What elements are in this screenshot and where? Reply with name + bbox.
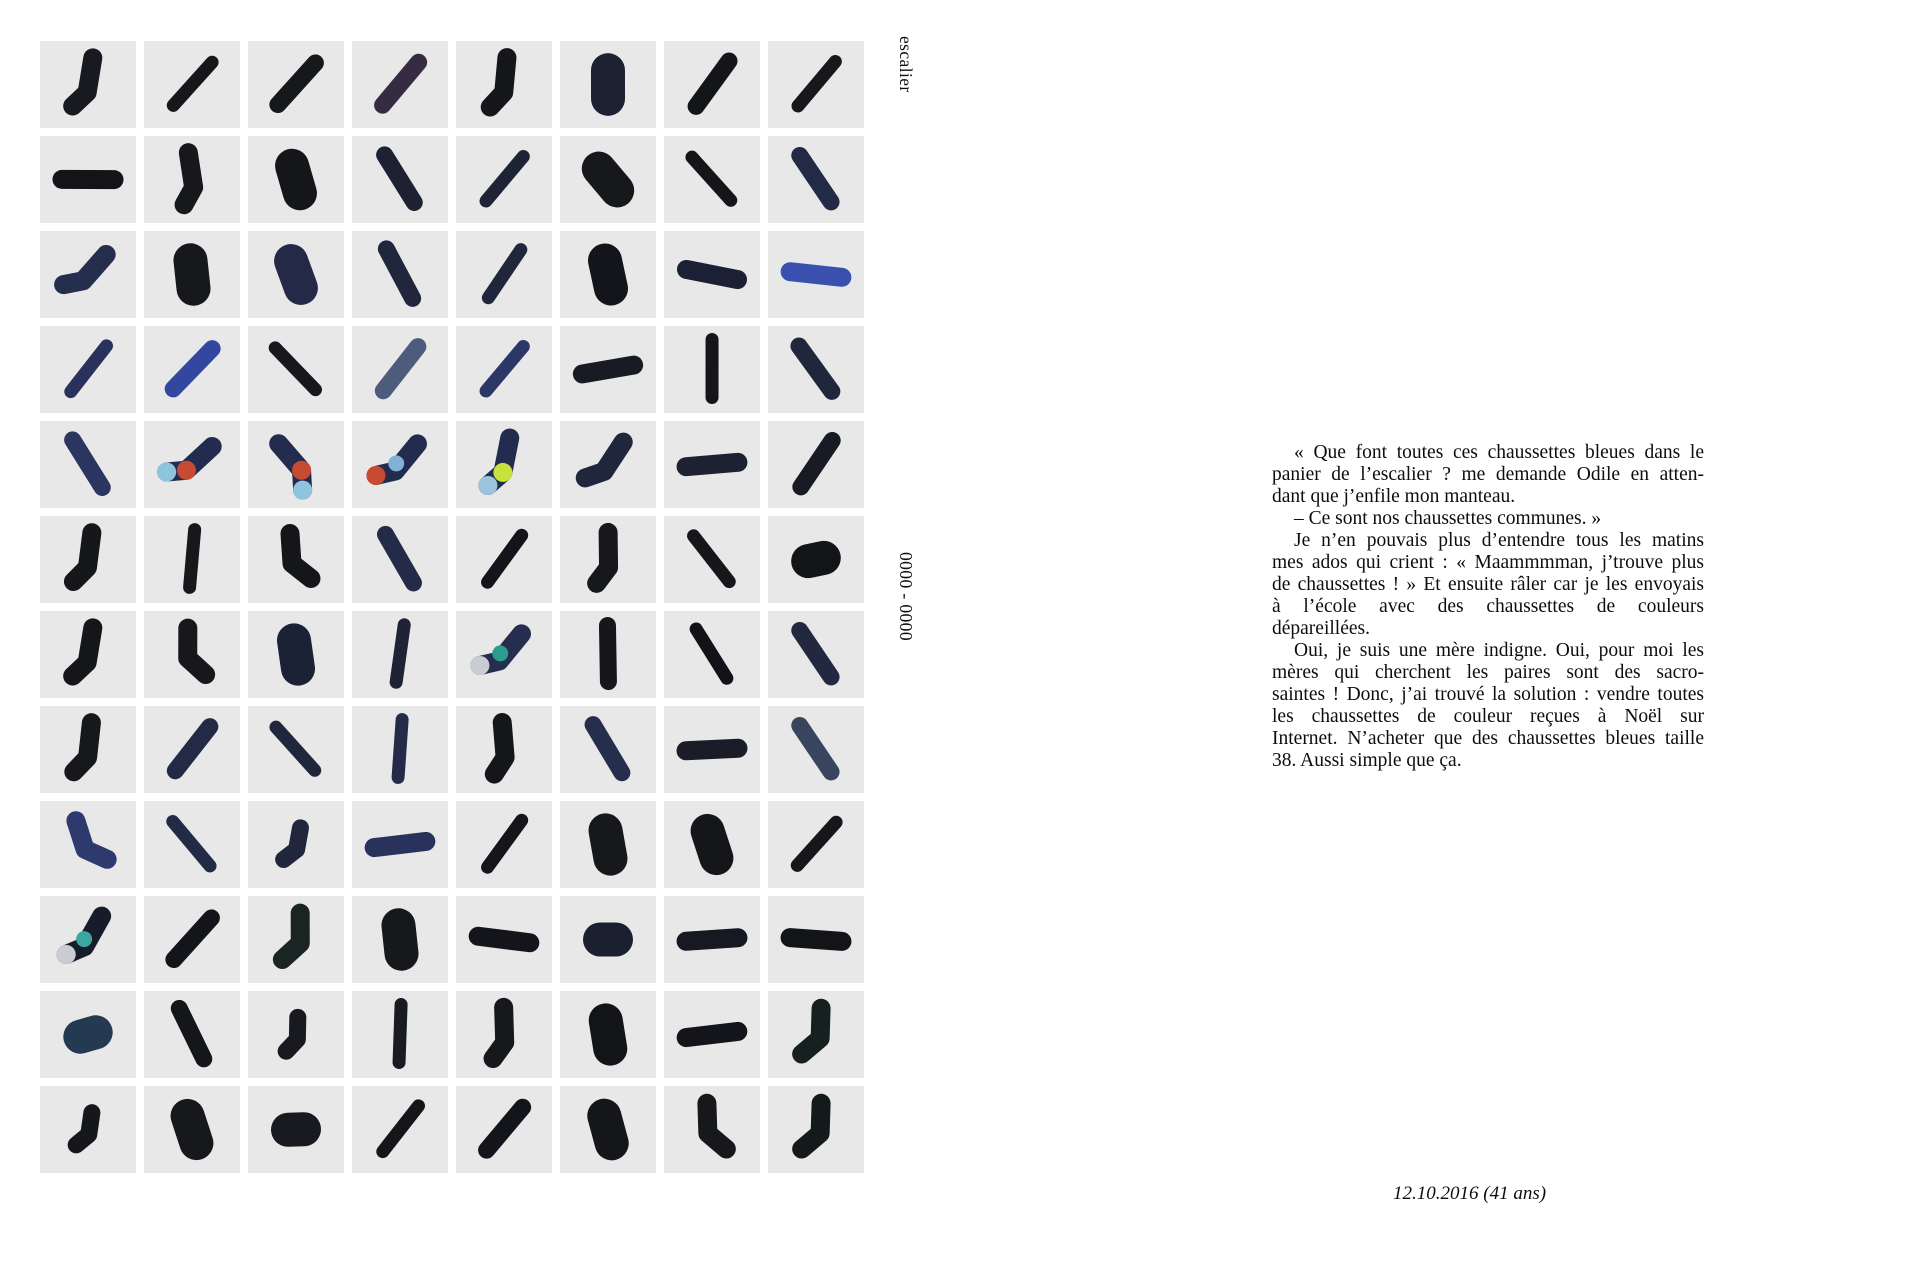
sock-image xyxy=(248,706,344,793)
sock-photo xyxy=(456,231,552,318)
sock-photo xyxy=(352,516,448,603)
sock-image xyxy=(456,41,552,128)
date-caption: 12.10.2016 (41 ans) xyxy=(1393,1183,1547,1204)
sock-image xyxy=(560,611,656,698)
sock-image xyxy=(248,801,344,888)
sock-photo xyxy=(664,801,760,888)
sock-photo xyxy=(560,991,656,1078)
sock-image xyxy=(768,516,864,603)
sock-photo xyxy=(664,706,760,793)
sock-photo xyxy=(352,611,448,698)
sock-photo xyxy=(560,706,656,793)
sock-image xyxy=(40,231,136,318)
sock-photo xyxy=(248,41,344,128)
sock-photo xyxy=(768,231,864,318)
sock-image xyxy=(664,611,760,698)
sock-photo xyxy=(768,41,864,128)
sock-photo xyxy=(768,611,864,698)
sock-image xyxy=(248,421,344,508)
sock-photo xyxy=(768,326,864,413)
sock-photo xyxy=(40,991,136,1078)
sock-photo xyxy=(456,706,552,793)
sock-photo xyxy=(144,801,240,888)
sock-image xyxy=(560,136,656,223)
sock-photo xyxy=(768,991,864,1078)
sock-photo xyxy=(664,1086,760,1173)
sock-image xyxy=(248,611,344,698)
sock-photo xyxy=(144,611,240,698)
sock-image xyxy=(456,611,552,698)
sock-image xyxy=(144,516,240,603)
sock-photo-grid xyxy=(40,41,864,1173)
sock-photo xyxy=(664,136,760,223)
text-line: 38. Aussi simple que ça. xyxy=(1272,750,1462,771)
sock-photo xyxy=(664,41,760,128)
sock-photo xyxy=(768,421,864,508)
paragraph xyxy=(1272,508,1704,530)
sock-image xyxy=(664,706,760,793)
sock-photo xyxy=(560,421,656,508)
paragraph xyxy=(1272,442,1704,508)
sock-photo xyxy=(352,326,448,413)
sock-photo xyxy=(40,1086,136,1173)
sock-image xyxy=(664,136,760,223)
sock-image xyxy=(40,896,136,983)
sock-photo xyxy=(664,611,760,698)
sock-image xyxy=(248,231,344,318)
sock-photo xyxy=(768,136,864,223)
sock-image xyxy=(456,516,552,603)
sock-photo xyxy=(352,706,448,793)
sock-photo xyxy=(664,516,760,603)
sock-photo xyxy=(352,421,448,508)
sock-photo xyxy=(40,516,136,603)
sock-image xyxy=(560,326,656,413)
sock-photo xyxy=(560,41,656,128)
sock-photo xyxy=(40,136,136,223)
sock-photo xyxy=(664,896,760,983)
sock-image xyxy=(560,1086,656,1173)
sock-photo xyxy=(40,706,136,793)
sock-photo xyxy=(352,801,448,888)
sock-photo xyxy=(664,326,760,413)
date-range-label-vertical: 0000 - 0000 xyxy=(896,552,916,641)
sock-photo xyxy=(40,896,136,983)
sock-image xyxy=(768,41,864,128)
sock-photo xyxy=(768,1086,864,1173)
text-line: « Que font toutes ces chaussettes bleues dans le xyxy=(1294,442,1704,463)
sock-image xyxy=(768,1086,864,1173)
sock-image xyxy=(248,41,344,128)
sock-photo xyxy=(560,611,656,698)
text-line: Oui, je suis une mère indigne. Oui, pour moi les xyxy=(1294,640,1704,661)
sock-image xyxy=(352,516,448,603)
sock-photo xyxy=(456,41,552,128)
sock-photo xyxy=(352,1086,448,1173)
sock-photo xyxy=(144,991,240,1078)
sock-photo xyxy=(144,421,240,508)
sock-photo xyxy=(456,136,552,223)
sock-photo xyxy=(144,41,240,128)
sock-image xyxy=(352,41,448,128)
sock-image xyxy=(560,801,656,888)
sock-image xyxy=(768,231,864,318)
sock-image xyxy=(560,421,656,508)
sock-image xyxy=(456,896,552,983)
sock-image xyxy=(768,421,864,508)
text-line: de chaussettes ! » Et ensuite râler car je les envoyais xyxy=(1272,574,1704,595)
sock-photo xyxy=(664,421,760,508)
sock-photo xyxy=(144,516,240,603)
text-line: panier de l’escalier ? me demande Odile en atten- xyxy=(1272,464,1704,485)
sock-image xyxy=(456,136,552,223)
sock-image xyxy=(352,991,448,1078)
text-line: mères qui cherchent les paires sont des sacro- xyxy=(1272,662,1704,683)
sock-photo xyxy=(456,896,552,983)
sock-image xyxy=(352,136,448,223)
sock-photo xyxy=(248,231,344,318)
sock-photo xyxy=(144,326,240,413)
text-line: à l’école avec des chaussettes de couleurs xyxy=(1272,596,1704,617)
sock-photo xyxy=(248,896,344,983)
sock-photo xyxy=(352,231,448,318)
sock-image xyxy=(144,231,240,318)
sock-image xyxy=(352,896,448,983)
sock-image xyxy=(352,706,448,793)
sock-image xyxy=(456,991,552,1078)
sock-image xyxy=(144,326,240,413)
sock-photo xyxy=(456,516,552,603)
sock-image xyxy=(664,516,760,603)
sock-photo xyxy=(560,136,656,223)
sock-image xyxy=(144,706,240,793)
sock-image xyxy=(456,706,552,793)
sock-image xyxy=(664,421,760,508)
sock-image xyxy=(560,41,656,128)
sock-photo xyxy=(352,991,448,1078)
sock-photo xyxy=(144,706,240,793)
text-line: dant que j’enfile mon manteau. xyxy=(1272,486,1516,507)
sock-image xyxy=(664,326,760,413)
text-line: saintes ! Donc, j’ai trouvé la solution : vendre toutes xyxy=(1272,684,1704,705)
sock-image xyxy=(456,326,552,413)
sock-photo xyxy=(560,326,656,413)
sock-image xyxy=(352,1086,448,1173)
paragraph xyxy=(1272,640,1704,772)
sock-image xyxy=(144,896,240,983)
sock-image xyxy=(664,801,760,888)
sock-image xyxy=(664,1086,760,1173)
sock-photo xyxy=(560,801,656,888)
text-line: dépareillées. xyxy=(1272,618,1370,639)
story-text xyxy=(1272,442,1704,772)
sock-photo xyxy=(456,611,552,698)
sock-photo xyxy=(248,801,344,888)
sock-image xyxy=(248,991,344,1078)
sock-image xyxy=(144,421,240,508)
sock-image xyxy=(664,896,760,983)
sock-photo xyxy=(40,326,136,413)
sock-photo xyxy=(352,896,448,983)
sock-image xyxy=(768,136,864,223)
sock-image xyxy=(144,611,240,698)
sock-photo xyxy=(352,136,448,223)
sock-image xyxy=(40,706,136,793)
sock-photo xyxy=(248,136,344,223)
sock-photo xyxy=(560,896,656,983)
sock-photo xyxy=(248,611,344,698)
sock-photo xyxy=(248,326,344,413)
text-line: Je n’en pouvais plus d’entendre tous les matins xyxy=(1294,530,1704,551)
sock-photo xyxy=(664,991,760,1078)
sock-image xyxy=(144,801,240,888)
text-line: – Ce sont nos chaussettes communes. » xyxy=(1294,508,1602,529)
sock-image xyxy=(248,326,344,413)
sock-image xyxy=(352,326,448,413)
sock-image xyxy=(248,136,344,223)
sock-image xyxy=(560,516,656,603)
sock-image xyxy=(352,421,448,508)
sock-photo xyxy=(352,41,448,128)
sock-image xyxy=(40,326,136,413)
sock-photo xyxy=(248,706,344,793)
sock-image xyxy=(768,326,864,413)
sock-image xyxy=(352,801,448,888)
sock-photo xyxy=(40,611,136,698)
sock-photo xyxy=(768,516,864,603)
sock-photo xyxy=(248,516,344,603)
sock-photo xyxy=(768,896,864,983)
sock-image xyxy=(40,421,136,508)
sock-image xyxy=(560,991,656,1078)
sock-photo xyxy=(560,231,656,318)
sock-image xyxy=(352,231,448,318)
sock-image xyxy=(352,611,448,698)
sock-image xyxy=(664,41,760,128)
sock-photo xyxy=(768,706,864,793)
sock-image xyxy=(768,706,864,793)
sock-photo xyxy=(664,231,760,318)
sock-photo xyxy=(456,991,552,1078)
sock-photo xyxy=(40,41,136,128)
sock-photo xyxy=(144,231,240,318)
sock-image xyxy=(40,41,136,128)
sock-photo xyxy=(248,991,344,1078)
text-line: Internet. N’acheter que des chaussettes bleues taille xyxy=(1272,728,1704,749)
paragraph xyxy=(1272,530,1704,640)
sock-image xyxy=(40,1086,136,1173)
sock-photo xyxy=(456,421,552,508)
sock-image xyxy=(456,231,552,318)
sock-image xyxy=(768,801,864,888)
text-line: mes ados qui crient : « Maammmman, j’trouve plus xyxy=(1272,552,1704,573)
sock-image xyxy=(248,516,344,603)
sock-image xyxy=(560,706,656,793)
sock-photo xyxy=(40,231,136,318)
sock-photo xyxy=(560,516,656,603)
sock-image xyxy=(456,801,552,888)
sock-image xyxy=(40,991,136,1078)
sock-photo xyxy=(40,801,136,888)
text-line: les chaussettes de couleur reçues à Noël sur xyxy=(1272,706,1704,727)
sock-photo xyxy=(456,326,552,413)
sock-photo xyxy=(40,421,136,508)
sock-image xyxy=(248,1086,344,1173)
sock-image xyxy=(144,41,240,128)
sock-image xyxy=(40,516,136,603)
chapter-label-vertical: escalier xyxy=(896,36,916,93)
sock-photo xyxy=(248,421,344,508)
sock-image xyxy=(40,136,136,223)
sock-photo xyxy=(144,896,240,983)
sock-photo xyxy=(456,1086,552,1173)
sock-image xyxy=(248,896,344,983)
sock-photo xyxy=(560,1086,656,1173)
sock-image xyxy=(560,896,656,983)
sock-image xyxy=(768,896,864,983)
sock-image xyxy=(560,231,656,318)
sock-image xyxy=(144,991,240,1078)
sock-image xyxy=(144,136,240,223)
sock-image xyxy=(768,611,864,698)
sock-image xyxy=(456,421,552,508)
sock-image xyxy=(40,801,136,888)
sock-image xyxy=(664,231,760,318)
sock-photo xyxy=(768,801,864,888)
sock-photo xyxy=(144,1086,240,1173)
sock-image xyxy=(144,1086,240,1173)
sock-photo xyxy=(144,136,240,223)
sock-image xyxy=(456,1086,552,1173)
sock-image xyxy=(40,611,136,698)
sock-image xyxy=(768,991,864,1078)
sock-image xyxy=(664,991,760,1078)
sock-photo xyxy=(248,1086,344,1173)
sock-photo xyxy=(456,801,552,888)
